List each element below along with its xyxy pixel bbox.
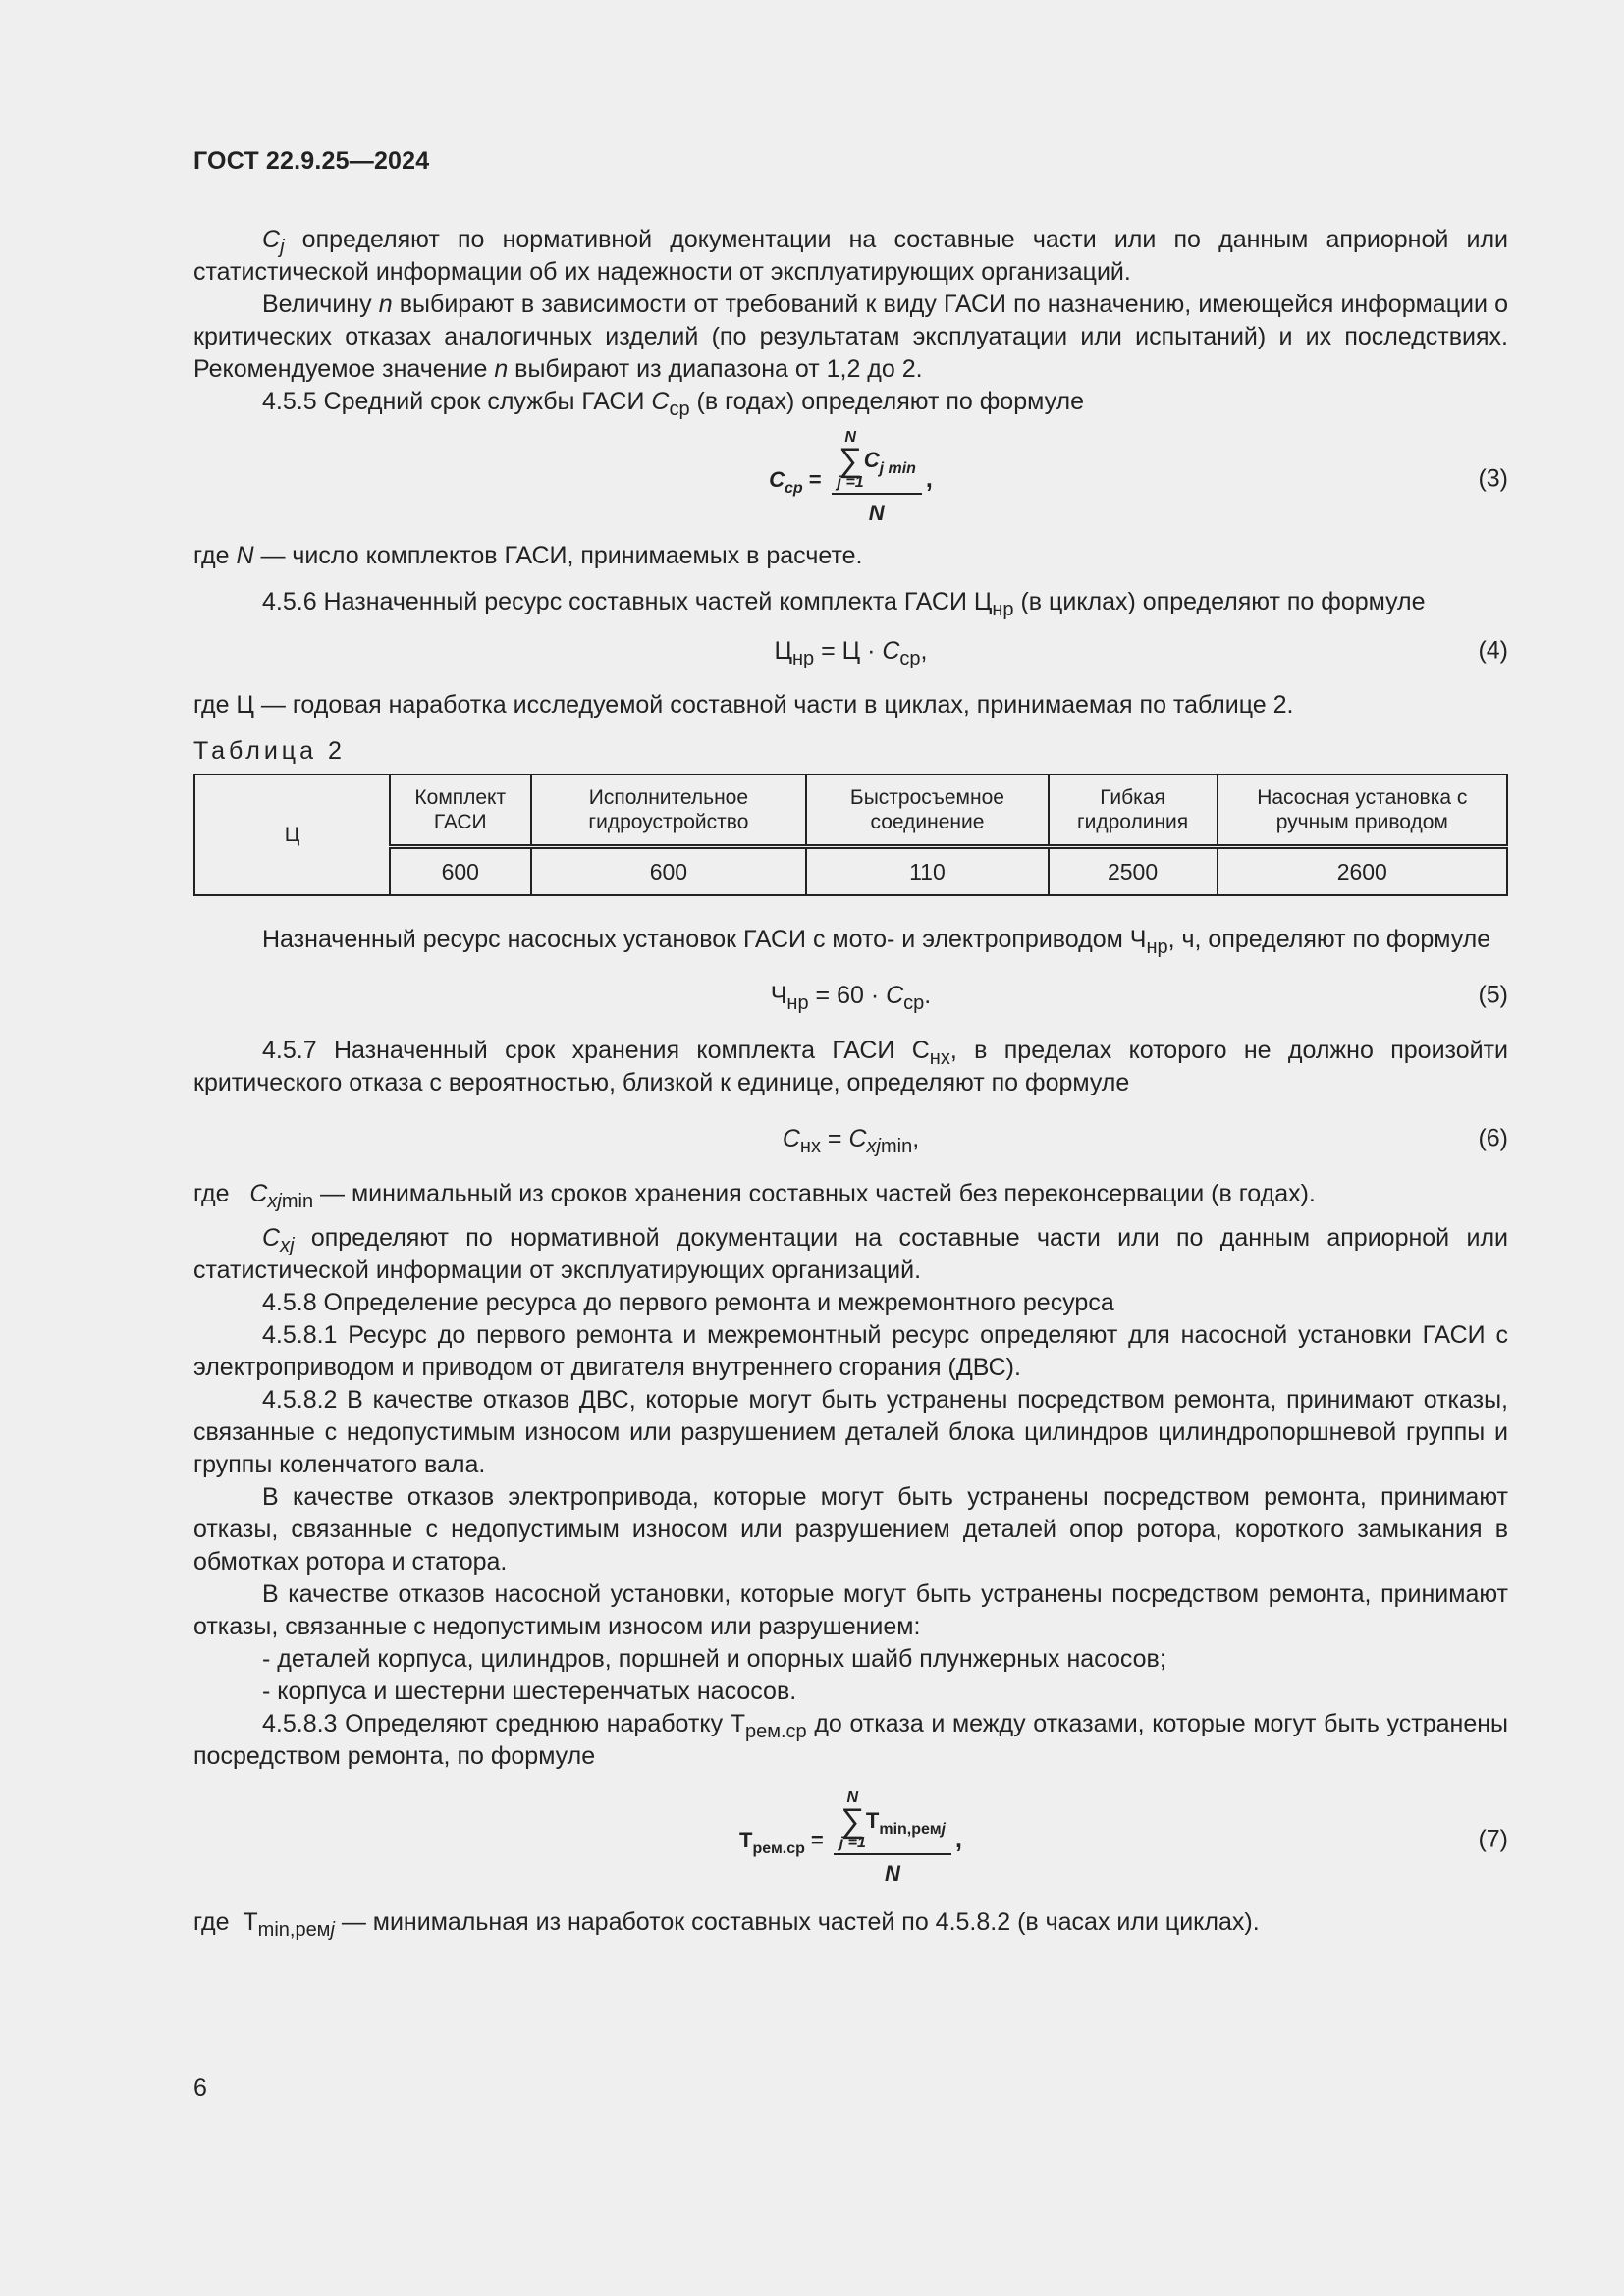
table-header-cell: Исполнительное гидроустройство	[531, 774, 807, 847]
paragraph-where-tmin: где $Т_{min,ремj}$ — минимальная из наработок составных частей по 4.5.8.2 (в часах или циклах).	[193, 1908, 1260, 1941]
formula-4: $Ц_{нр} = Ц \cdot C_{ср}$, (4)	[774, 636, 1508, 669]
paragraph-4-5-6: 4.5.6 Назначенный ресурс составных частей комплекта ГАСИ $Ц_{нр}$ (в циклах) определяют по формуле	[262, 588, 1426, 620]
paragraph-4-5-8: 4.5.8 Определение ресурса до первого ремонта и межремонтного ресурса	[262, 1289, 1114, 1316]
formula-6: $C_{нх} = C_{xjmin}$, (6)	[782, 1124, 1508, 1157]
paragraph-motor-resource: Назначенный ресурс насосных установок ГАСИ с мото- и электроприводом $Ч_{нр}$, ч, определяют по формуле	[262, 926, 1491, 958]
paragraph-electric-drive: В качестве отказов электропривода, которые могут быть устранены посредством ремонта, принимают отказы, связанные с недопустимым износом или разрушением деталей опор ротора, короткого замыкания в обмотках ротора и статора.	[193, 1483, 1508, 1575]
table-value-cell: 600	[531, 847, 807, 896]
formula-3-number: (3)	[1478, 464, 1508, 493]
formula-6-number: (6)	[1478, 1124, 1508, 1152]
table-2	[193, 774, 1508, 896]
paragraph-4-5-8-1: 4.5.8.1 Ресурс до первого ремонта и межремонтный ресурс определяют для насосной установки ГАСИ с электроприводом и приводом от двигателя внутреннего сгорания (ДВС).	[193, 1321, 1508, 1381]
paragraph-4-5-5: 4.5.5 Средний срок службы ГАСИ $C_{ср}$ (в годах) определяют по формуле	[262, 388, 1085, 420]
table-header-cell: Комплект ГАСИ	[390, 774, 531, 847]
formula-7-lhs: $Т_{рем.ср}$	[739, 1827, 805, 1857]
list-item: - корпуса и шестерни шестеренчатых насосов.	[262, 1678, 797, 1705]
table-header-cell: Насосная установка с ручным приводом	[1218, 774, 1507, 847]
table-row-label: Ц	[194, 774, 390, 895]
paragraph-4-5-7: 4.5.7 Назначенный срок хранения комплекта ГАСИ $С_{нх}$, в пределах которого не должно произойти критического отказа с вероятностью, близкой к единице, определяют по формуле	[193, 1037, 1508, 1096]
paragraph-where-cxj: где $C_{xjmin}$ — минимальный из сроков хранения составных частей без переконсервации (в годах).	[193, 1180, 1316, 1212]
paragraph-4-5-8-3: 4.5.8.3 Определяют среднюю наработку $Т_{рем.ср}$ до отказа и между отказами, которые могут быть устранены посредством ремонта, по формуле	[193, 1710, 1508, 1770]
table-header-cell: Быстросъемное соединение	[806, 774, 1048, 847]
formula-3: $C_{ср}$ = N ∑ j =1 $C_{j min}$ N , (3)	[193, 418, 1508, 540]
formula-3-lhs: $C_{ср}$	[769, 466, 803, 497]
paragraph-where-n: где N — число комплектов ГАСИ, принимаемых в расчете.	[193, 542, 863, 569]
paragraph-4-5-8-2: 4.5.8.2 В качестве отказов ДВС, которые могут быть устранены посредством ремонта, принимают отказы, связанные с недопустимым износом или разрушением деталей блока цилиндров цилиндропоршневой группы и группы коленчатого вала.	[193, 1386, 1508, 1478]
table-value-cell: 110	[806, 847, 1048, 896]
formula-4-number: (4)	[1478, 636, 1508, 665]
table-value-cell: 2600	[1218, 847, 1507, 896]
list-item: - деталей корпуса, цилиндров, поршней и опорных шайб плунжерных насосов;	[262, 1645, 1166, 1673]
table-value-cell: 2500	[1049, 847, 1218, 896]
paragraph-pump-unit: В качестве отказов насосной установки, которые могут быть устранены посредством ремонта, принимают отказы, связанные с недопустимым износом или разрушением:	[193, 1580, 1508, 1640]
paragraph-cj: $C_j$ определяют по нормативной документации на составные части или по данным априорной или статистической информации об их надежности от эксплуатирующих организаций.	[193, 226, 1508, 286]
page-number: 6	[193, 2074, 207, 2102]
formula-7-number: (7)	[1478, 1825, 1508, 1853]
table-caption: Таблица 2	[193, 737, 346, 765]
paragraph-cxj: $C_{xj}$ определяют по нормативной документации на составные части или по данным априорной или статистической информации от эксплуатирующих организаций.	[193, 1224, 1508, 1284]
table-value-cell: 600	[390, 847, 531, 896]
formula-5: $Ч_{нр} = 60 \cdot C_{ср}$. (5)	[770, 981, 1508, 1014]
formula-7: $Т_{рем.ср}$ = N ∑ j =1 $Т_{min,ремj}$ N , (7)	[193, 1773, 1508, 1906]
formula-7-fraction: N ∑ j =1 $Т_{min,ремj}$ N	[834, 1790, 951, 1890]
document-body	[193, 224, 1508, 1939]
sum-symbol: N ∑ j =1	[839, 1789, 866, 1851]
paragraph-n: Величину n выбирают в зависимости от требований к виду ГАСИ по назначению, имеющейся информации о критических отказах аналогичных изделий (по результатам эксплуатации или испытаний) и их последствиях. Рекомендуемое значение n выбирают из диапазона от 1,2 до 2.	[193, 291, 1508, 383]
formula-3-fraction: N ∑ j =1 $C_{j min}$ N	[832, 430, 922, 529]
document-header: ГОСТ 22.9.25—2024	[193, 147, 430, 175]
formula-5-number: (5)	[1478, 981, 1508, 1009]
table-header-cell: Гибкая гидролиния	[1049, 774, 1218, 847]
sum-symbol: N ∑ j =1	[837, 428, 864, 491]
paragraph-where-c: где Ц — годовая наработка исследуемой составной части в циклах, принимаемая по таблице 2.	[193, 691, 1294, 719]
